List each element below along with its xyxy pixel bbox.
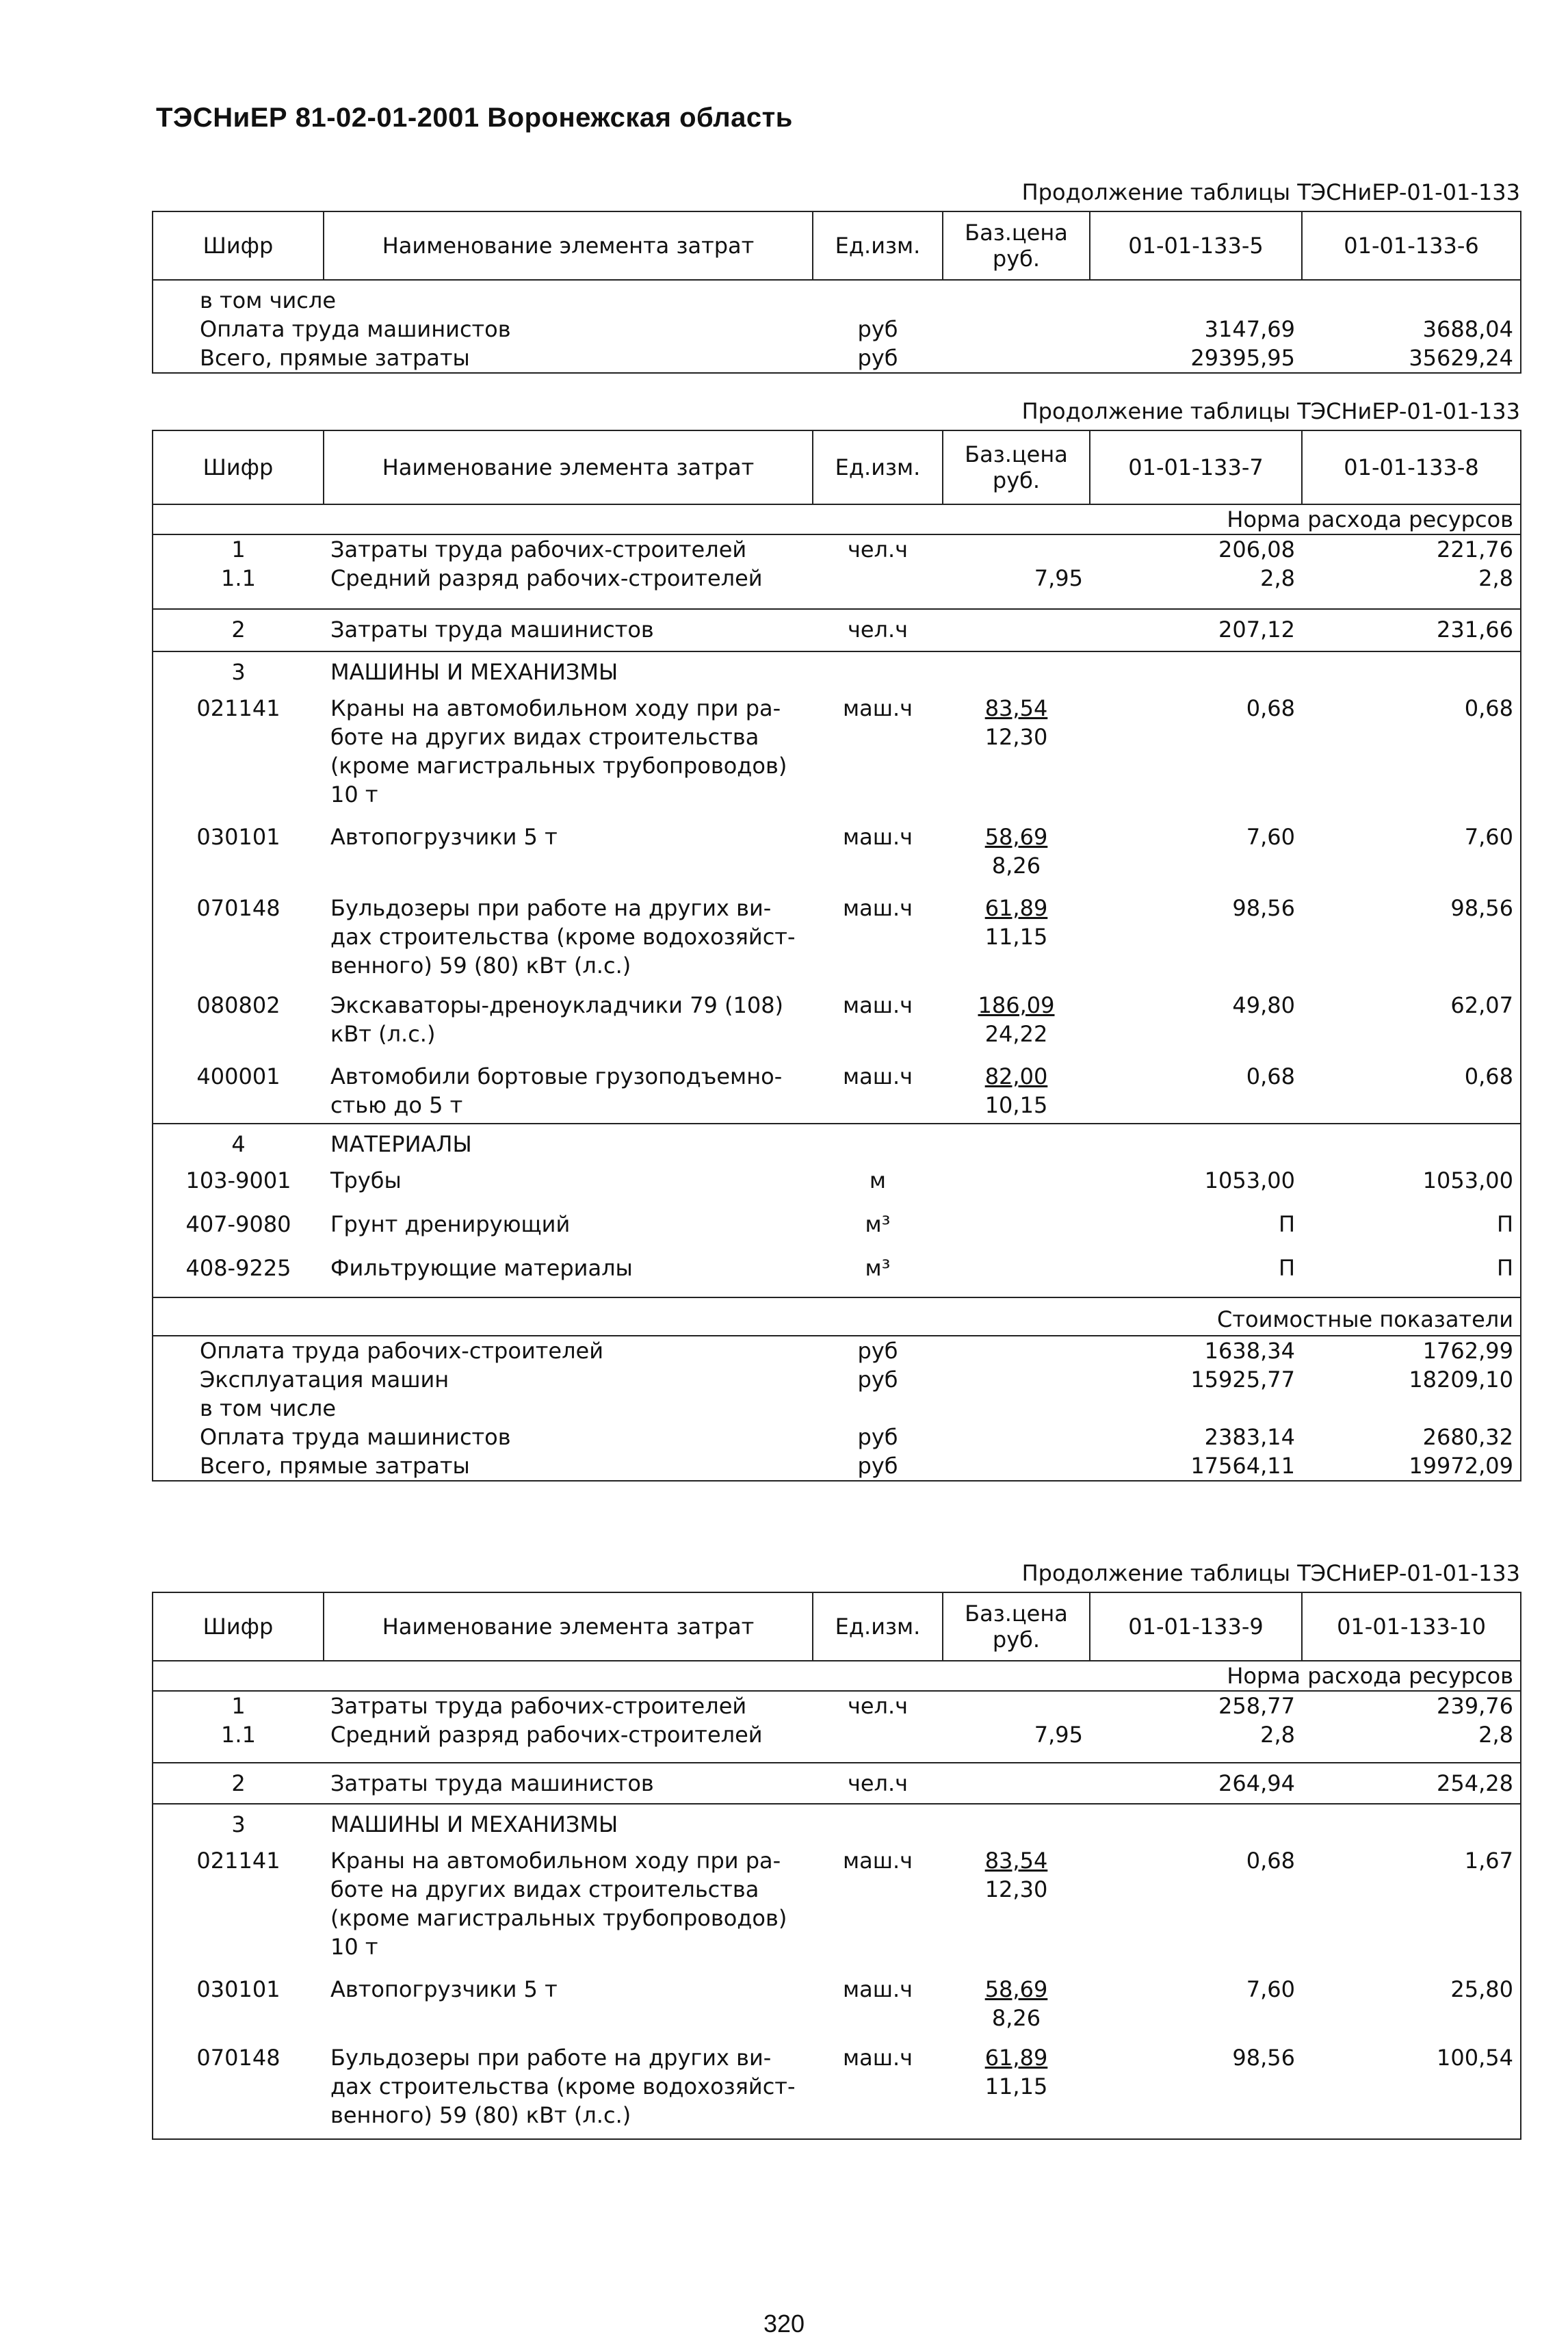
row-value-1: 17564,11 bbox=[1090, 1451, 1302, 1481]
header-column-1: 01-01-133-7 bbox=[1090, 430, 1302, 504]
row-price: 82,00 10,15 bbox=[984, 1063, 1048, 1118]
resource-table bbox=[152, 211, 1521, 374]
row-name: Бульдозеры при работе на других ви-дах строительства (кроме водохозяйст-венного) 59 (80) кВт (л.с.) bbox=[324, 2043, 813, 2139]
header-unit: Ед.изм. bbox=[813, 1592, 943, 1661]
row-value-1: 1638,34 bbox=[1090, 1336, 1302, 1365]
row-value-1: 7,60 bbox=[1246, 824, 1295, 850]
row-code: 1.1 bbox=[221, 565, 256, 591]
row-code: 4 bbox=[153, 1124, 324, 1166]
row-unit: маш.ч bbox=[842, 895, 913, 921]
row-value-2: 2,8 bbox=[1478, 565, 1513, 591]
row-value-1: 98,56 bbox=[1090, 2043, 1302, 2139]
row-value-2: 1762,99 bbox=[1302, 1336, 1521, 1365]
table-row bbox=[153, 991, 1521, 1062]
row-code: 2 bbox=[153, 1763, 324, 1804]
row-code: 408-9225 bbox=[185, 1255, 291, 1281]
row-value-2: 239,76 bbox=[1302, 1691, 1521, 1720]
row-value-2: 0,68 bbox=[1464, 695, 1513, 721]
row-price: 61,89 11,15 bbox=[943, 2043, 1090, 2139]
row-value-1: 207,12 bbox=[1090, 609, 1302, 651]
row-value-2: П bbox=[1496, 1255, 1513, 1281]
row-name: Затраты труда рабочих-строителей bbox=[324, 1691, 813, 1720]
row-unit: чел.ч bbox=[813, 1763, 943, 1804]
header-code: Шифр bbox=[153, 430, 324, 504]
row-value-2: П bbox=[1496, 1211, 1513, 1237]
row-name: Автопогрузчики 5 т bbox=[330, 824, 558, 850]
table-row bbox=[153, 1254, 1521, 1297]
row-name: Эксплуатация машин bbox=[200, 1367, 449, 1393]
header-price: Баз.цена руб. bbox=[943, 211, 1090, 280]
row-name: в том числе bbox=[200, 1395, 336, 1421]
row-name: Бульдозеры при работе на других ви-дах строительства (кроме водохозяйст-венного) 59 (80) кВт (л.с.) bbox=[330, 895, 796, 979]
row-unit: маш.ч bbox=[842, 1976, 913, 2002]
row-name: МАШИНЫ И МЕХАНИЗМЫ bbox=[324, 1804, 813, 1846]
row-name: Затраты труда рабочих-строителей bbox=[324, 534, 813, 564]
table-row bbox=[153, 2043, 1521, 2139]
total-row bbox=[153, 1365, 1521, 1394]
row-value-1: 1053,00 bbox=[1204, 1167, 1295, 1193]
row-value-2: 1053,00 bbox=[1422, 1167, 1513, 1193]
row-name: Затраты труда машинистов bbox=[324, 609, 813, 651]
table-row bbox=[153, 1720, 1521, 1763]
norm-label: Норма расхода ресурсов bbox=[1227, 506, 1513, 532]
row-value-2: 1,67 bbox=[1464, 1848, 1513, 1874]
total-row bbox=[153, 1336, 1521, 1365]
table-row bbox=[153, 1062, 1521, 1124]
row-unit: м³ bbox=[865, 1255, 891, 1281]
table-row bbox=[153, 1691, 1521, 1720]
row-name: Краны на автомобильном ходу при ра-боте на других видах строительства (кроме магистральных трубопроводов) 10 т bbox=[330, 1848, 787, 1960]
row-value-1: 3147,69 bbox=[1204, 316, 1295, 342]
row-unit: чел.ч bbox=[813, 534, 943, 564]
table-row bbox=[153, 1846, 1521, 1975]
row-code: 400001 bbox=[196, 1063, 280, 1089]
header-column-1: 01-01-133-5 bbox=[1090, 211, 1302, 280]
row-unit: руб bbox=[857, 316, 898, 342]
row-value-2: 7,60 bbox=[1464, 824, 1513, 850]
row-name: Трубы bbox=[330, 1167, 402, 1193]
row-value-2: 2680,32 bbox=[1422, 1424, 1513, 1450]
row-unit: маш.ч bbox=[842, 992, 913, 1018]
row-code: 021141 bbox=[196, 1848, 280, 1874]
row-unit: руб bbox=[813, 344, 943, 373]
row-unit: чел.ч bbox=[813, 609, 943, 651]
table-row bbox=[153, 1975, 1521, 2043]
row-value-2: 19972,09 bbox=[1302, 1451, 1521, 1481]
row-name: МАТЕРИАЛЫ bbox=[324, 1124, 813, 1166]
row-name: Оплата труда машинистов bbox=[200, 316, 511, 342]
row-value-2: 3688,04 bbox=[1422, 316, 1513, 342]
row-code: 070148 bbox=[196, 895, 280, 921]
header-price: Баз.цена руб. bbox=[943, 1592, 1090, 1661]
table-row bbox=[153, 344, 1521, 373]
row-name: Средний разряд рабочих-строителей bbox=[330, 565, 763, 591]
row-value-1: 2383,14 bbox=[1204, 1424, 1295, 1450]
header-name: Наименование элемента затрат bbox=[324, 430, 813, 504]
row-name: Оплата труда машинистов bbox=[200, 1424, 511, 1450]
row-name: Автопогрузчики 5 т bbox=[330, 1976, 558, 2002]
row-value-1: 0,68 bbox=[1246, 1063, 1295, 1089]
header-price: Баз.цена руб. bbox=[943, 430, 1090, 504]
table-row bbox=[153, 823, 1521, 894]
header-column-2: 01-01-133-6 bbox=[1302, 211, 1521, 280]
row-value-1: 29395,95 bbox=[1090, 344, 1302, 373]
total-row bbox=[153, 1451, 1521, 1481]
header-code: Шифр bbox=[153, 211, 324, 280]
row-value-1: 206,08 bbox=[1090, 534, 1302, 564]
row-code: 2 bbox=[153, 609, 324, 651]
row-unit: маш.ч bbox=[842, 695, 913, 721]
table-row bbox=[153, 564, 1521, 609]
row-value-1: 2,8 bbox=[1260, 565, 1295, 591]
row-code: 407-9080 bbox=[185, 1211, 291, 1237]
row-value-1: 0,68 bbox=[1246, 1848, 1295, 1874]
row-value-1: 2,8 bbox=[1260, 1722, 1295, 1748]
row-price: 83,54 12,30 bbox=[984, 1848, 1048, 1902]
row-price: 186,09 24,22 bbox=[978, 992, 1055, 1047]
row-name: Оплата труда рабочих-строителей bbox=[153, 1336, 813, 1365]
row-unit: руб bbox=[813, 1451, 943, 1481]
row-value-2: 35629,24 bbox=[1302, 344, 1521, 373]
row-value-2: 98,56 bbox=[1450, 895, 1513, 921]
row-unit: руб bbox=[857, 1367, 898, 1393]
header-name: Наименование элемента затрат bbox=[324, 1592, 813, 1661]
total-row bbox=[153, 1423, 1521, 1451]
row-name: Краны на автомобильном ходу при ра-боте на других видах строительства (кроме магистральных трубопроводов) 10 т bbox=[330, 695, 787, 807]
row-unit: маш.ч bbox=[842, 824, 913, 850]
row-price: 7,95 bbox=[1034, 565, 1083, 591]
row-price: 7,95 bbox=[1034, 1722, 1083, 1748]
row-code: 080802 bbox=[196, 992, 280, 1018]
row-value-1: 98,56 bbox=[1232, 895, 1295, 921]
header-code: Шифр bbox=[153, 1592, 324, 1661]
cost-label: Стоимостные показатели bbox=[153, 1297, 1521, 1336]
section-heading-row bbox=[153, 651, 1521, 694]
header-name: Наименование элемента затрат bbox=[324, 211, 813, 280]
row-value-2: 62,07 bbox=[1450, 992, 1513, 1018]
table-row bbox=[153, 315, 1521, 344]
row-value-2: 2,8 bbox=[1478, 1722, 1513, 1748]
table-caption: Продолжение таблицы ТЭСНиЕР-01-01-133 bbox=[1021, 1560, 1520, 1586]
header-unit: Ед.изм. bbox=[813, 430, 943, 504]
header-column-2: 01-01-133-10 bbox=[1302, 1592, 1521, 1661]
section-heading-row bbox=[153, 1804, 1521, 1846]
table-row bbox=[153, 694, 1521, 823]
norm-label: Норма расхода ресурсов bbox=[1227, 1663, 1513, 1689]
section-label-row bbox=[153, 504, 1521, 534]
row-unit: руб bbox=[813, 1336, 943, 1365]
row-name: Всего, прямые затраты bbox=[153, 344, 813, 373]
row-name: Грунт дренирующий bbox=[330, 1211, 571, 1237]
total-row bbox=[153, 1394, 1521, 1423]
table-row bbox=[153, 609, 1521, 651]
row-unit: м³ bbox=[865, 1211, 891, 1237]
page-number: 320 bbox=[763, 2310, 805, 2338]
row-name: МАШИНЫ И МЕХАНИЗМЫ bbox=[324, 651, 813, 694]
row-value-2: 18209,10 bbox=[1409, 1367, 1513, 1393]
row-name: Затраты труда машинистов bbox=[324, 1763, 813, 1804]
header-unit: Ед.изм. bbox=[813, 211, 943, 280]
row-value-1: 258,77 bbox=[1090, 1691, 1302, 1720]
row-code: 021141 bbox=[196, 695, 280, 721]
row-name: Экскаваторы-дреноукладчики 79 (108) кВт (л.с.) bbox=[330, 992, 784, 1047]
table-row bbox=[153, 280, 1521, 315]
row-name: Фильтрующие материалы bbox=[330, 1255, 633, 1281]
row-unit: маш.ч bbox=[842, 1848, 913, 1874]
row-value-1: 264,94 bbox=[1090, 1763, 1302, 1804]
section-label-row bbox=[153, 1297, 1521, 1336]
table-row bbox=[153, 1210, 1521, 1254]
row-value-2: 100,54 bbox=[1302, 2043, 1521, 2139]
row-unit: маш.ч bbox=[813, 2043, 943, 2139]
table-row bbox=[153, 1763, 1521, 1804]
row-name: Всего, прямые затраты bbox=[153, 1451, 813, 1481]
row-unit: м bbox=[869, 1167, 887, 1193]
row-value-1: 0,68 bbox=[1246, 695, 1295, 721]
header-column-2: 01-01-133-8 bbox=[1302, 430, 1521, 504]
row-value-2: 25,80 bbox=[1450, 1976, 1513, 2002]
row-unit: чел.ч bbox=[813, 1691, 943, 1720]
section-label-row bbox=[153, 1661, 1521, 1691]
row-value-1: 15925,77 bbox=[1190, 1367, 1295, 1393]
row-code: 1.1 bbox=[221, 1722, 256, 1748]
row-code: 070148 bbox=[153, 2043, 324, 2139]
row-price: 58,69 8,26 bbox=[984, 1976, 1048, 2031]
resource-table bbox=[152, 430, 1521, 1482]
row-value-2: 0,68 bbox=[1464, 1063, 1513, 1089]
table-row bbox=[153, 894, 1521, 991]
header-column-1: 01-01-133-9 bbox=[1090, 1592, 1302, 1661]
row-code: 030101 bbox=[196, 1976, 280, 2002]
table-row bbox=[153, 1166, 1521, 1210]
row-value-2: 254,28 bbox=[1302, 1763, 1521, 1804]
row-code: 1 bbox=[153, 534, 324, 564]
row-value-1: П bbox=[1278, 1211, 1295, 1237]
table-row bbox=[153, 534, 1521, 564]
row-value-1: 49,80 bbox=[1232, 992, 1295, 1018]
row-code: 3 bbox=[153, 651, 324, 694]
row-name: Средний разряд рабочих-строителей bbox=[330, 1722, 763, 1748]
row-unit: маш.ч bbox=[842, 1063, 913, 1089]
row-price: 61,89 11,15 bbox=[984, 895, 1048, 950]
resource-table bbox=[152, 1592, 1521, 2140]
document-title: ТЭСНиЕР 81-02-01-2001 Воронежская область bbox=[156, 103, 793, 133]
table-caption: Продолжение таблицы ТЭСНиЕР-01-01-133 bbox=[1021, 398, 1520, 424]
row-code: 030101 bbox=[196, 824, 280, 850]
row-code: 103-9001 bbox=[185, 1167, 291, 1193]
row-value-1: 7,60 bbox=[1246, 1976, 1295, 2002]
row-price: 58,69 8,26 bbox=[984, 824, 1048, 879]
row-name: Автомобили бортовые грузоподъемно-стью до 5 т bbox=[330, 1063, 783, 1118]
row-value-2: 231,66 bbox=[1302, 609, 1521, 651]
row-value-1: П bbox=[1278, 1255, 1295, 1281]
row-code: 1 bbox=[153, 1691, 324, 1720]
row-name: в том числе bbox=[200, 287, 336, 313]
row-code: 3 bbox=[153, 1804, 324, 1846]
row-unit: руб bbox=[857, 1424, 898, 1450]
table-caption: Продолжение таблицы ТЭСНиЕР-01-01-133 bbox=[1021, 179, 1520, 205]
section-heading-row bbox=[153, 1124, 1521, 1166]
row-value-2: 221,76 bbox=[1302, 534, 1521, 564]
row-price: 83,54 12,30 bbox=[984, 695, 1048, 750]
